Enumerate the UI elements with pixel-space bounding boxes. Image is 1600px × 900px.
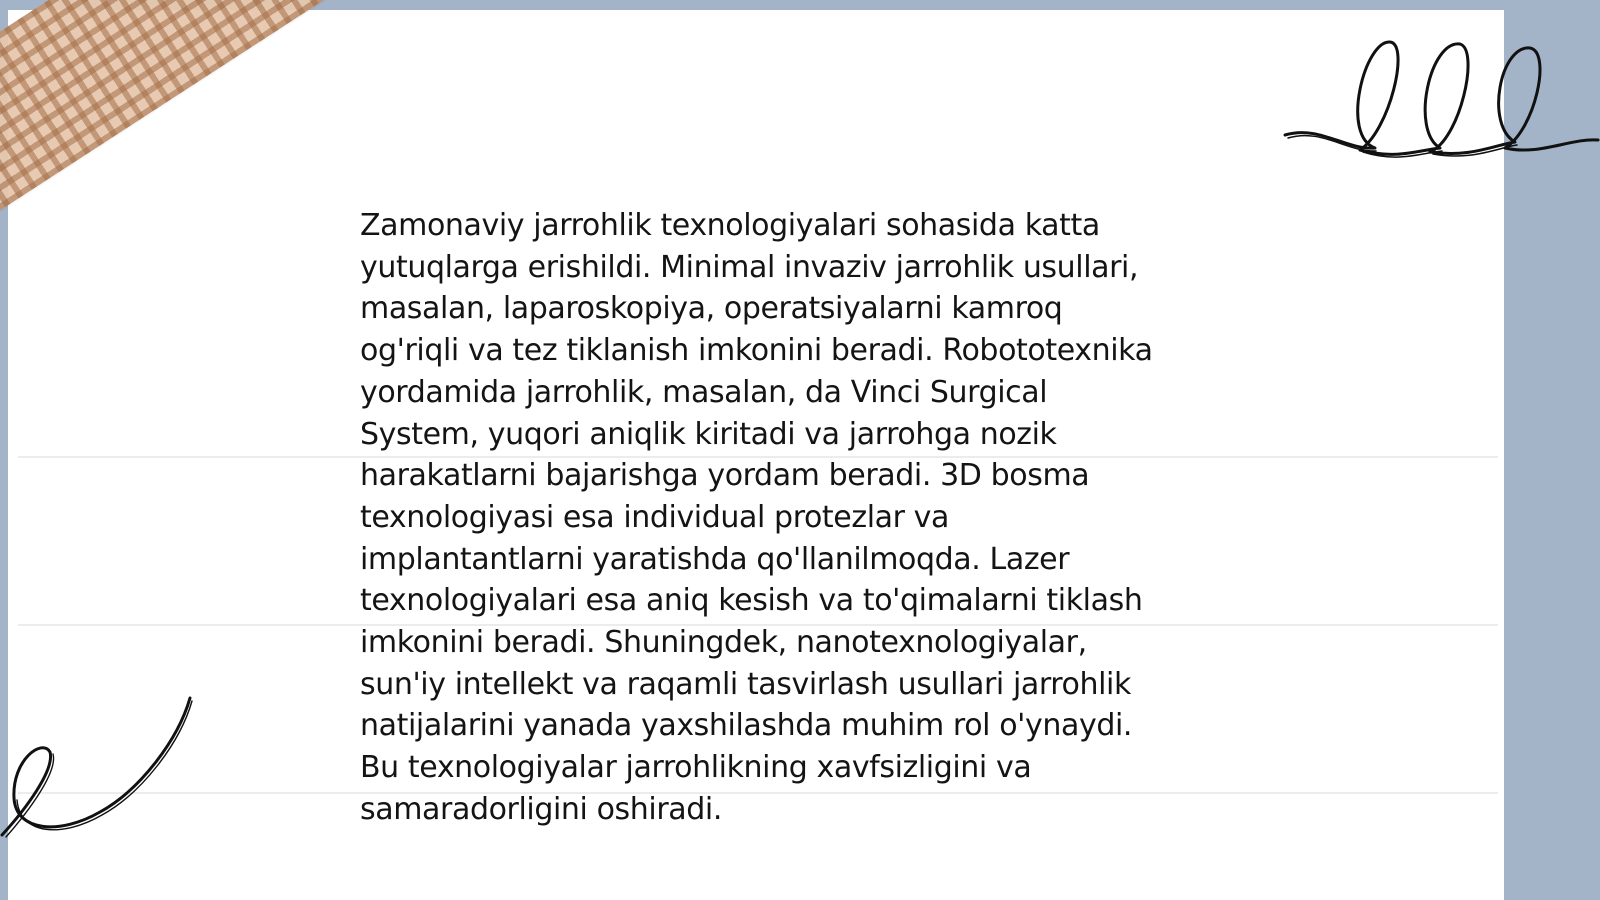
swoosh-squiggle-icon: [0, 690, 205, 850]
paragraph-line: yordamida jarrohlik, masalan, da Vinci Surgical: [360, 374, 1048, 410]
paragraph-line: Zamonaviy jarrohlik texnologiyalari sohasida katta: [360, 208, 1100, 243]
paragraph-line: sun'iy intellekt va raqamli tasvirlash usullari jarrohlik: [360, 666, 1131, 702]
paragraph-line: harakatlarni bajarishga yordam beradi. 3D bosma: [360, 458, 1090, 494]
paragraph-line: texnologiyalari esa aniq kesish va to'qimalarni tiklash: [360, 583, 1143, 619]
loop-squiggle-icon: [1280, 30, 1600, 165]
paragraph-line: System, yuqori aniqlik kiritadi va jarrohga nozik: [360, 416, 1057, 452]
paragraph-line: Bu texnologiyalar jarrohlikning xavfsizligini va: [360, 750, 1032, 786]
paragraph-line: texnologiyasi esa individual protezlar va: [360, 499, 950, 535]
paragraph-line: implantantlarni yaratishda qo'llanilmoqda. Lazer: [360, 541, 1070, 577]
paragraph-line: samaradorligini oshiradi.: [360, 791, 722, 827]
paragraph-line: yutuqlarga erishildi. Minimal invaziv jarrohlik usullari,: [360, 249, 1139, 285]
paragraph-line: og'riqli va tez tiklanish imkonini beradi. Robototexnika: [360, 333, 1153, 369]
paragraph-line: natijalarini yanada yaxshilashda muhim rol o'ynaydi.: [360, 708, 1133, 744]
body-paragraph: [360, 205, 1260, 831]
paragraph-line: masalan, laparoskopiya, operatsiyalarni kamroq: [360, 291, 1063, 327]
paragraph-line: imkonini beradi. Shuningdek, nanotexnologiyalar,: [360, 625, 1087, 661]
